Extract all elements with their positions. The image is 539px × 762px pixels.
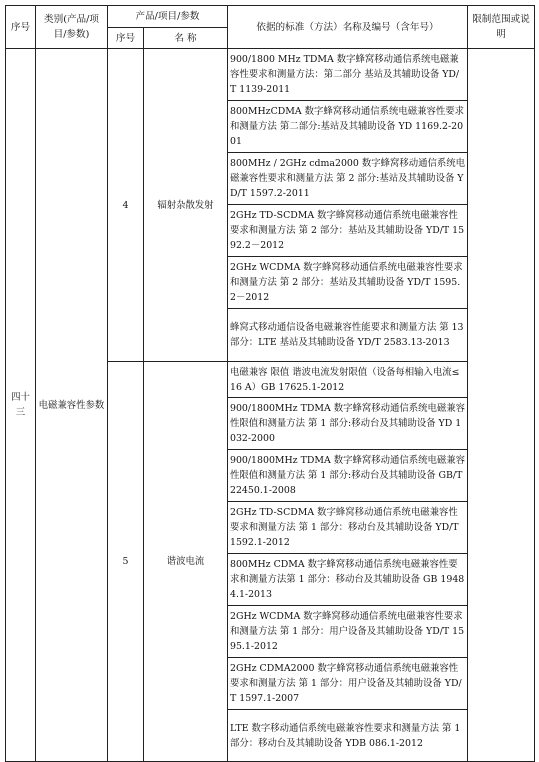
section-category: 电磁兼容性参数 (36, 49, 108, 762)
standard-cell: LTE 数字移动通信系统电磁兼容性要求和测量方法 第 1 部分：移动台及其辅助设备 YDB 086.1-2012 (228, 710, 468, 762)
standard-cell: 800MHz / 2GHz cdma2000 数字蜂窝移动通信系统电磁兼容性要求和测量方法 第 2 部分:基站及其辅助设备 YD/T 1597.2-2011 (228, 153, 468, 205)
limits-cell (468, 49, 535, 762)
standard-cell: 2GHz TD-SCDMA 数字蜂窝移动通信系统电磁兼容性要求和测量方法 第 1 部分：移动台及其辅助设备 YD/T 1592.1-2012 (228, 502, 468, 554)
header-seq: 序号 (6, 6, 36, 49)
item-number: 4 (108, 49, 144, 362)
header-standard: 依据的标准（方法）名称及编号（含年号） (228, 6, 468, 49)
standard-cell: 蜂窝式移动通信设备电磁兼容性能要求和测量方法 第 13 部分：LTE 基站及其辅助设备 YD/T 2583.13-2013 (228, 309, 468, 362)
header-sub-seq: 序号 (108, 28, 144, 49)
item-number: 5 (108, 362, 144, 762)
standard-cell: 2GHz WCDMA 数字蜂窝移动通信系统电磁兼容性要求和测量方法 第 2 部分：基站及其辅助设备 YD/T 1595.2－2012 (228, 257, 468, 309)
item-name: 谐波电流 (144, 362, 228, 762)
header-product-group: 产品/项目/参数 (108, 6, 228, 28)
item-name: 辐射杂散发射 (144, 49, 228, 362)
standard-cell: 2GHz TD-SCDMA 数字蜂窝移动通信系统电磁兼容性要求和测量方法 第 2 部分：基站及其辅助设备 YD/T 1592.2－2012 (228, 205, 468, 257)
standard-cell: 900/1800MHz TDMA 数字蜂窝移动通信系统电磁兼容性限值和测量方法 第 1 部分:移动台及其辅助设备 GB/T 22450.1-2008 (228, 450, 468, 502)
section-seq: 四十三 (6, 49, 36, 762)
header-category: 类别(产品/项目/参数) (36, 6, 108, 49)
standard-cell: 电磁兼容 限值 谐波电流发射限值（设备每相输入电流≤16 A）GB 17625.1-2012 (228, 362, 468, 398)
standard-cell: 800MHz CDMA 数字蜂窝移动通信系统电磁兼容性要求和测量方法第 1 部分：移动台及其辅助设备 GB 19484.1-2013 (228, 554, 468, 606)
standards-table (5, 5, 535, 762)
header-row (6, 6, 535, 28)
table-row (6, 49, 535, 101)
standard-cell: 2GHz WCDMA 数字蜂窝移动通信系统电磁兼容性要求和测量方法 第 1 部分：用户设备及其辅助设备 YD/T 1595.1-2012 (228, 606, 468, 658)
standard-cell: 2GHz CDMA2000 数字蜂窝移动通信系统电磁兼容性要求和测量方法 第 1 部分：用户设备及其辅助设备 YD/T 1597.1-2007 (228, 658, 468, 710)
standard-cell: 900/1800 MHz TDMA 数字蜂窝移动通信系统电磁兼容性要求和测量方法：第二部分 基站及其辅助设备 YD/T 1139-2011 (228, 49, 468, 101)
header-sub-name: 名 称 (144, 28, 228, 49)
standard-cell: 800MHzCDMA 数字蜂窝移动通信系统电磁兼容性要求和测量方法 第二部分:基站及其辅助设备 YD 1169.2-2001 (228, 101, 468, 153)
header-limits: 限制范围或说明 (468, 6, 535, 49)
standard-cell: 900/1800MHz TDMA 数字蜂窝移动通信系统电磁兼容性限值和测量方法 第 1 部分:移动台及其辅助设备 YD 1032-2000 (228, 398, 468, 450)
